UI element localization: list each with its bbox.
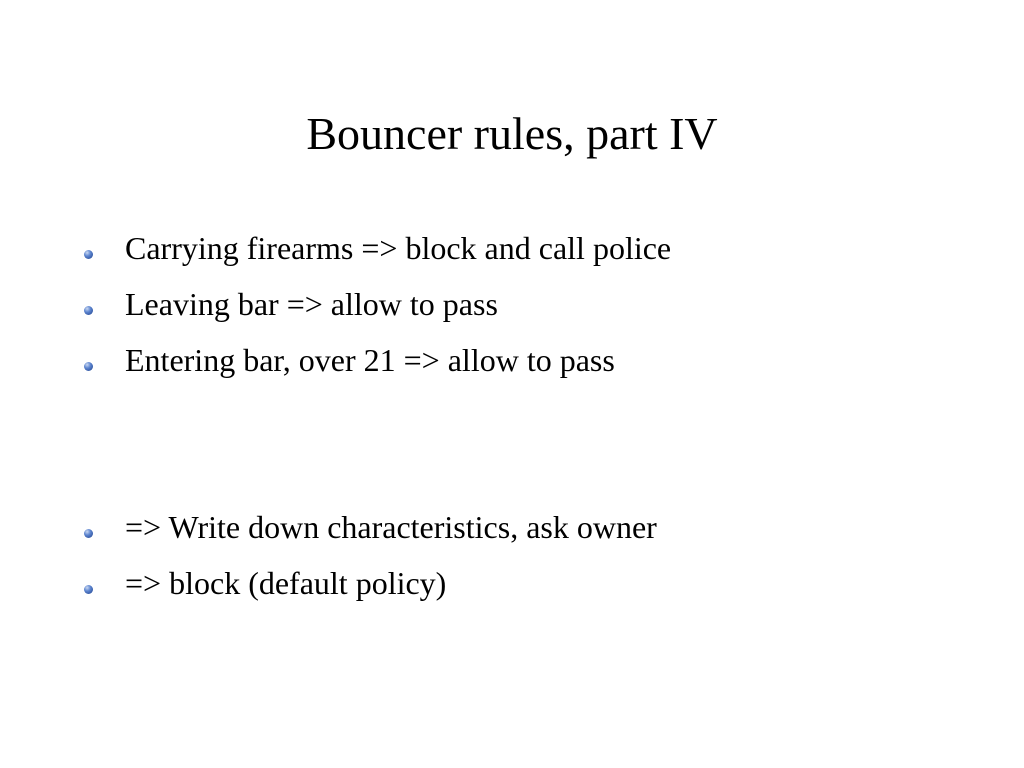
bullet-item [84, 507, 984, 547]
bullet-item [84, 284, 984, 324]
bullet-text: Leaving bar => allow to pass [125, 286, 498, 322]
bullet-icon [84, 529, 93, 538]
bullet-text: => block (default policy) [125, 565, 447, 601]
bullet-icon [84, 250, 93, 259]
bullet-item [84, 340, 984, 380]
bullet-icon [84, 585, 93, 594]
bullet-icon [84, 362, 93, 371]
bullet-text: Entering bar, over 21 => allow to pass [125, 342, 615, 378]
bullet-item [84, 563, 984, 603]
bullet-item [84, 228, 984, 268]
bullet-text: Carrying firearms => block and call police [125, 230, 672, 266]
bullet-icon [84, 306, 93, 315]
bullet-text: => Write down characteristics, ask owner [125, 509, 657, 545]
slide-title: Bouncer rules, part IV [306, 108, 718, 159]
